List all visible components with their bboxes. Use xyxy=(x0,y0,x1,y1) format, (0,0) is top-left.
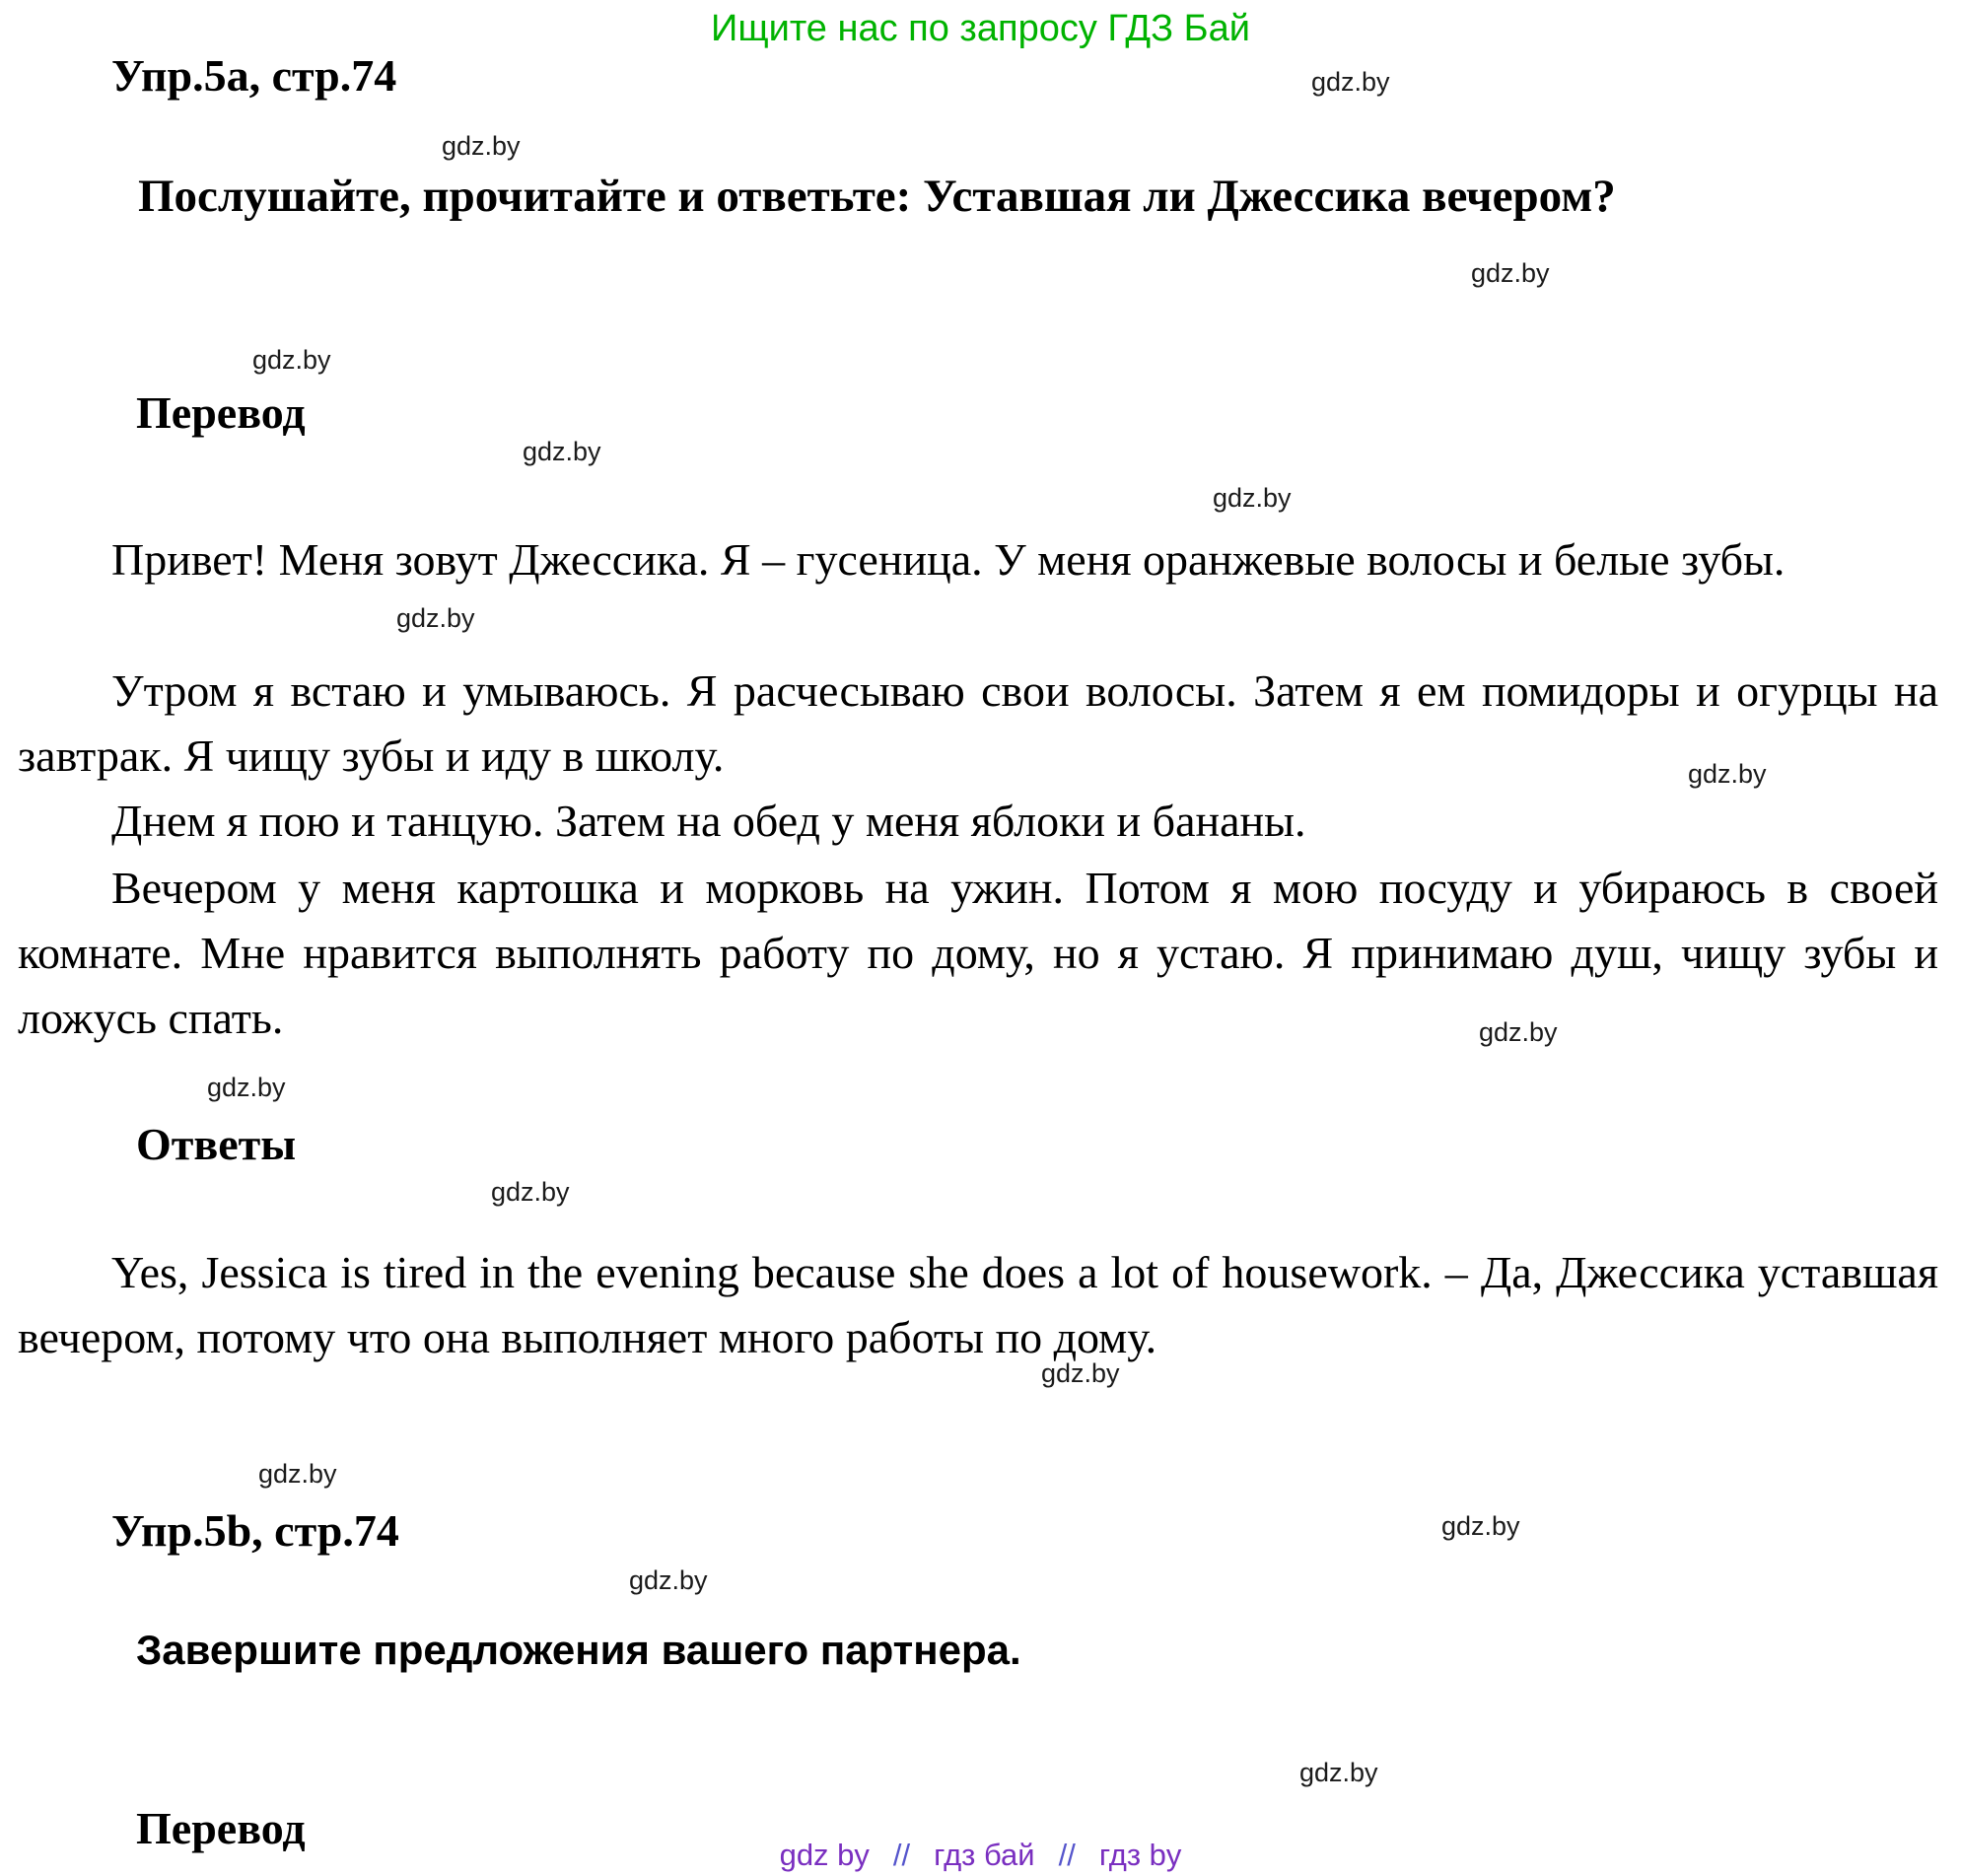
gdz-watermark: gdz.by xyxy=(1299,1758,1378,1787)
top-banner-text: Ищите нас по запросу ГДЗ Бай xyxy=(711,8,1250,49)
footer-separator-icon: // xyxy=(1058,1838,1076,1872)
gdz-watermark: gdz.by xyxy=(1041,1358,1120,1388)
translation-heading-5a: Перевод xyxy=(136,387,306,438)
translation-paragraph-3: Днем я пою и танцую. Затем на обед у меня яблоки и бананы. xyxy=(111,796,1306,846)
gdz-watermark: gdz.by xyxy=(396,603,475,633)
gdz-watermark: gdz.by xyxy=(442,131,521,161)
translation-paragraph-2: Утром я встаю и умываюсь. Я расчесываю свои волосы. Затем я ем помидоры и огурцы на завтрак. Я чищу зубы и иду в школу. xyxy=(18,665,1938,781)
answers-heading: Ответы xyxy=(136,1119,297,1169)
gdz-watermark: gdz.by xyxy=(258,1459,337,1489)
answer-paragraph: Yes, Jessica is tired in the evening because she does a lot of housework. – Да, Джессика уставшая вечером, потому что она выполняет много работы по дому. xyxy=(18,1247,1938,1362)
footer-text-gdz-by-latin: gdz by xyxy=(779,1838,870,1872)
gdz-watermark: gdz.by xyxy=(1311,67,1390,97)
gdz-watermark: gdz.by xyxy=(1479,1017,1558,1047)
gdz-watermark: gdz.by xyxy=(207,1073,286,1102)
gdz-watermark: gdz.by xyxy=(491,1177,570,1207)
gdz-watermark: gdz.by xyxy=(252,345,331,375)
exercise-5b-title: Упр.5b, стр.74 xyxy=(111,1505,399,1556)
gdz-watermark: gdz.by xyxy=(1213,483,1292,513)
footer-text-gdz-by-mixed: гдз by xyxy=(1098,1838,1182,1872)
exercise-5a-task: Послушайте, прочитайте и ответьте: Уставшая ли Джессика вечером? xyxy=(138,171,1616,222)
gdz-watermark: gdz.by xyxy=(523,437,601,466)
footer-watermark-line xyxy=(0,1838,1961,1873)
exercise-5b-task: Завершите предложения вашего партнера. xyxy=(136,1627,1021,1673)
footer-text-gdz-bay-cyrillic: гдз бай xyxy=(934,1838,1035,1872)
exercise-5a-title: Упр.5а, стр.74 xyxy=(111,50,397,101)
gdz-watermark: gdz.by xyxy=(1471,258,1550,288)
translation-heading-5b: Перевод xyxy=(136,1803,306,1853)
gdz-watermark: gdz.by xyxy=(1441,1511,1520,1541)
gdz-watermark: gdz.by xyxy=(1688,759,1767,789)
footer-separator-icon: // xyxy=(892,1838,911,1872)
translation-paragraph-1: Привет! Меня зовут Джессика. Я – гусеница. У меня оранжевые волосы и белые зубы. xyxy=(111,534,1786,585)
gdz-watermark: gdz.by xyxy=(629,1565,708,1595)
translation-paragraph-4: Вечером у меня картошка и морковь на ужин. Потом я мою посуду и убираюсь в своей комнате. Мне нравится выполнять работу по дому, но я устаю. Я принимаю душ, чищу зубы и ложусь спать. xyxy=(18,863,1938,1043)
